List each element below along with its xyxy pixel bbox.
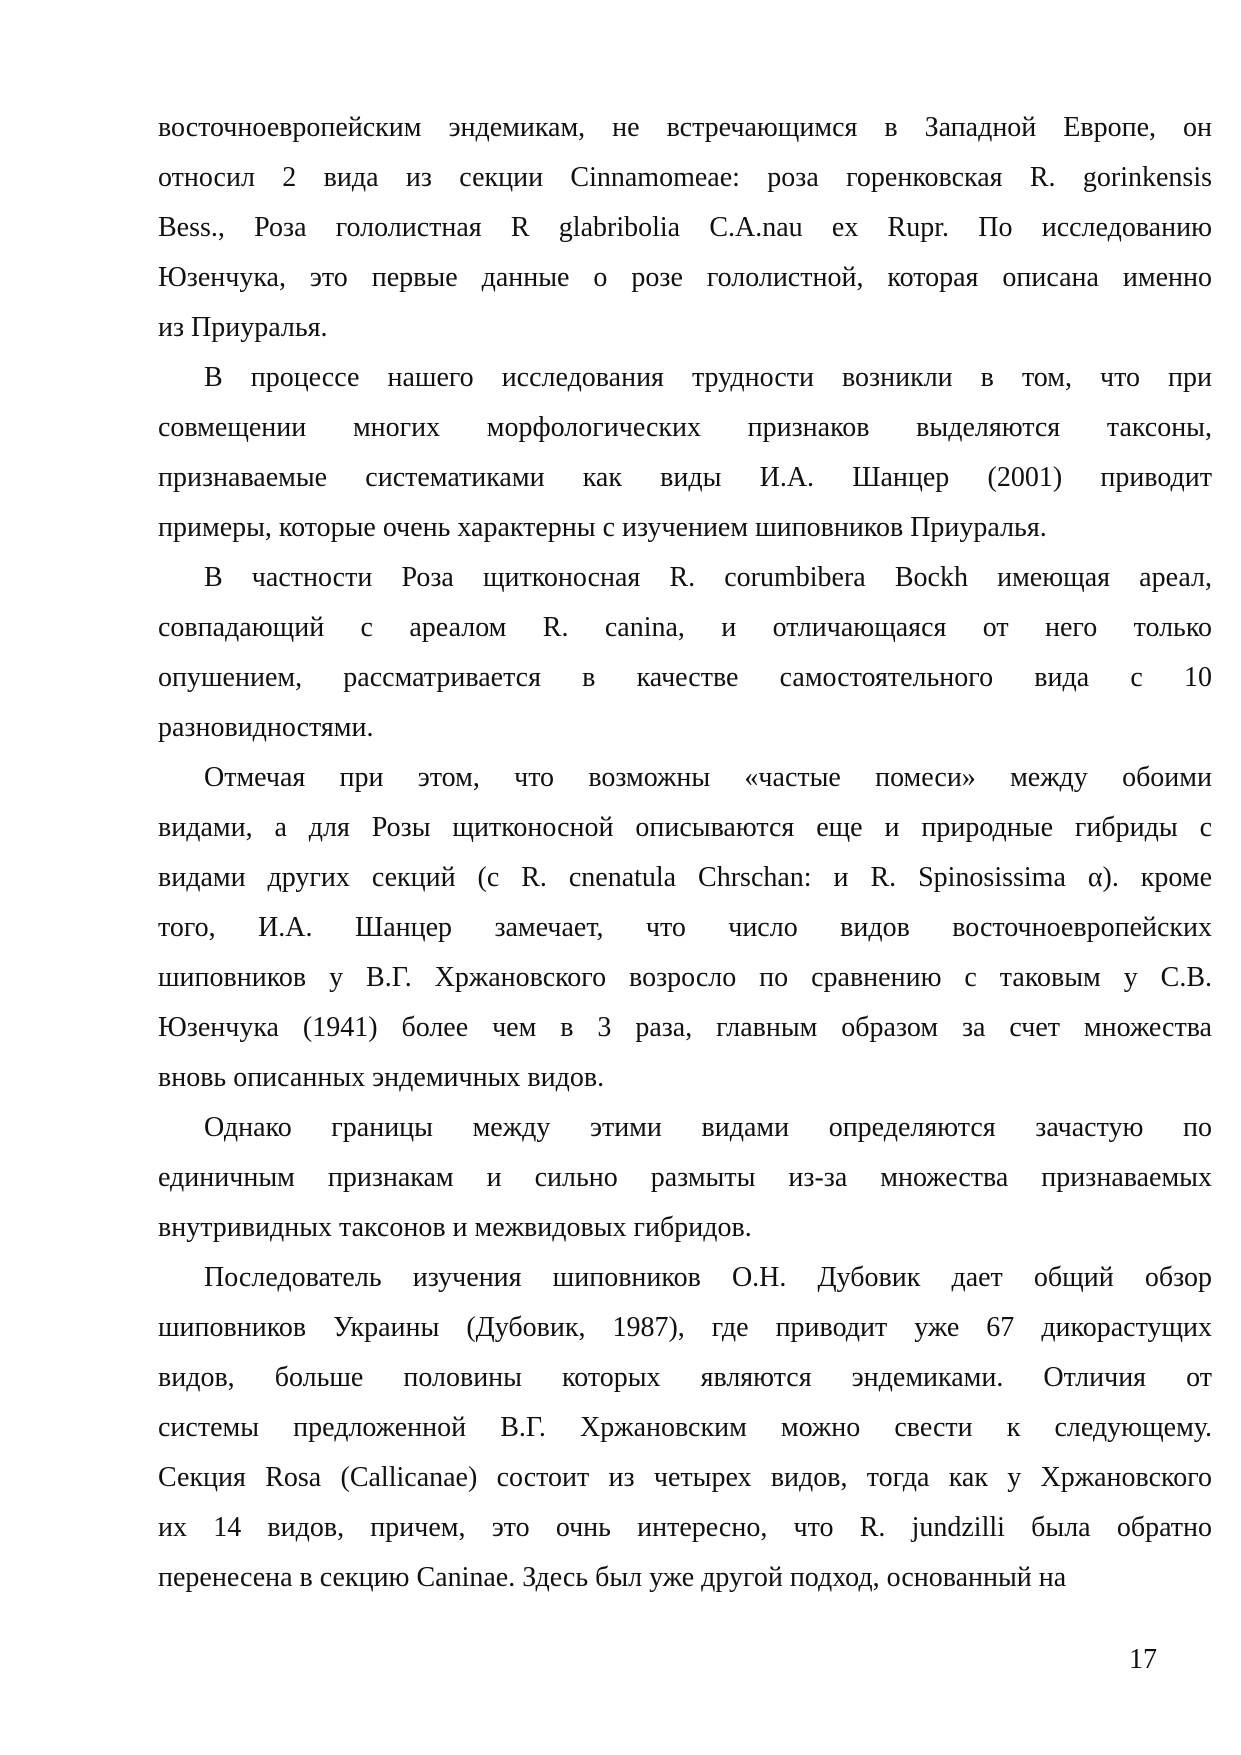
text-line: опушением, рассматривается в качестве самостоятельного вида с 10 [158,662,1212,693]
text-line: разновидностями. [158,712,374,743]
text-line: признаваемые систематиками как виды И.А. Шанцер (2001) приводит [158,462,1212,493]
paragraph [158,553,1212,753]
text-line: из Приуралья. [158,312,328,343]
text-line: Отмечая при этом, что возможны «частые помеси» между обоими [204,762,1212,793]
text-line: Bess., Роза гололистная R glabribolia C.A.nau ex Rupr. По исследованию [158,212,1212,243]
text-line: совпадающий с ареалом R. canina, и отличающаяся от него только [158,612,1212,643]
text-line: восточноевропейским эндемикам, не встречающимся в Западной Европе, он [158,112,1212,143]
text-line: Секция Rosa (Callicanae) состоит из четырех видов, тогда как у Хржановского [158,1462,1212,1493]
paragraph [158,1103,1212,1253]
text-line: внутривидных таксонов и межвидовых гибридов. [158,1212,752,1243]
text-line: В частности Роза щитконосная R. corumbibera Bockh имеющая ареал, [204,562,1212,593]
text-line: относил 2 вида из секции Cinnamomeae: роза горенковская R. gorinkensis [158,162,1212,193]
text-line: перенесена в секцию Caninae. Здесь был уже другой подход, основанный на [158,1562,1067,1593]
text-line: видами других секций (с R. cnenatula Chrschan: и R. Spinosissima α). кроме [158,862,1212,893]
text-body [158,103,1212,1603]
text-line: единичным признакам и сильно размыты из-за множества признаваемых [158,1162,1212,1193]
text-line: Юзенчука, это первые данные о розе гололистной, которая описана именно [158,262,1212,293]
text-line: Юзенчука (1941) более чем в 3 раза, главным образом за счет множества [158,1012,1212,1043]
text-line: Последователь изучения шиповников О.Н. Дубовик дает общий обзор [204,1262,1212,1293]
page-number: 17 [1129,1644,1157,1675]
text-line: шиповников Украины (Дубовик, 1987), где приводит уже 67 дикорастущих [158,1312,1212,1343]
text-line: совмещении многих морфологических признаков выделяются таксоны, [158,412,1212,443]
text-line: шиповников у В.Г. Хржановского возросло по сравнению с таковым у С.В. [158,962,1212,993]
text-line: того, И.А. Шанцер замечает, что число видов восточноевропейских [158,912,1212,943]
paragraph [158,1253,1212,1603]
text-line: видами, а для Розы щитконосной описываются еще и природные гибриды с [158,812,1212,843]
text-line: системы предложенной В.Г. Хржановским можно свести к следующему. [158,1412,1212,1443]
text-line: видов, больше половины которых являются эндемиками. Отличия от [158,1362,1212,1393]
text-line: примеры, которые очень характерны с изучением шиповников Приуралья. [158,512,1047,543]
paragraph [158,753,1212,1103]
paragraph [158,353,1212,553]
text-line: Однако границы между этими видами определяются зачастую по [204,1112,1212,1143]
text-line: вновь описанных эндемичных видов. [158,1062,605,1093]
text-line: В процессе нашего исследования трудности возникли в том, что при [204,362,1212,393]
text-line: их 14 видов, причем, это очнь интересно, что R. jundzilli была обратно [158,1512,1212,1543]
paragraph [158,103,1212,353]
